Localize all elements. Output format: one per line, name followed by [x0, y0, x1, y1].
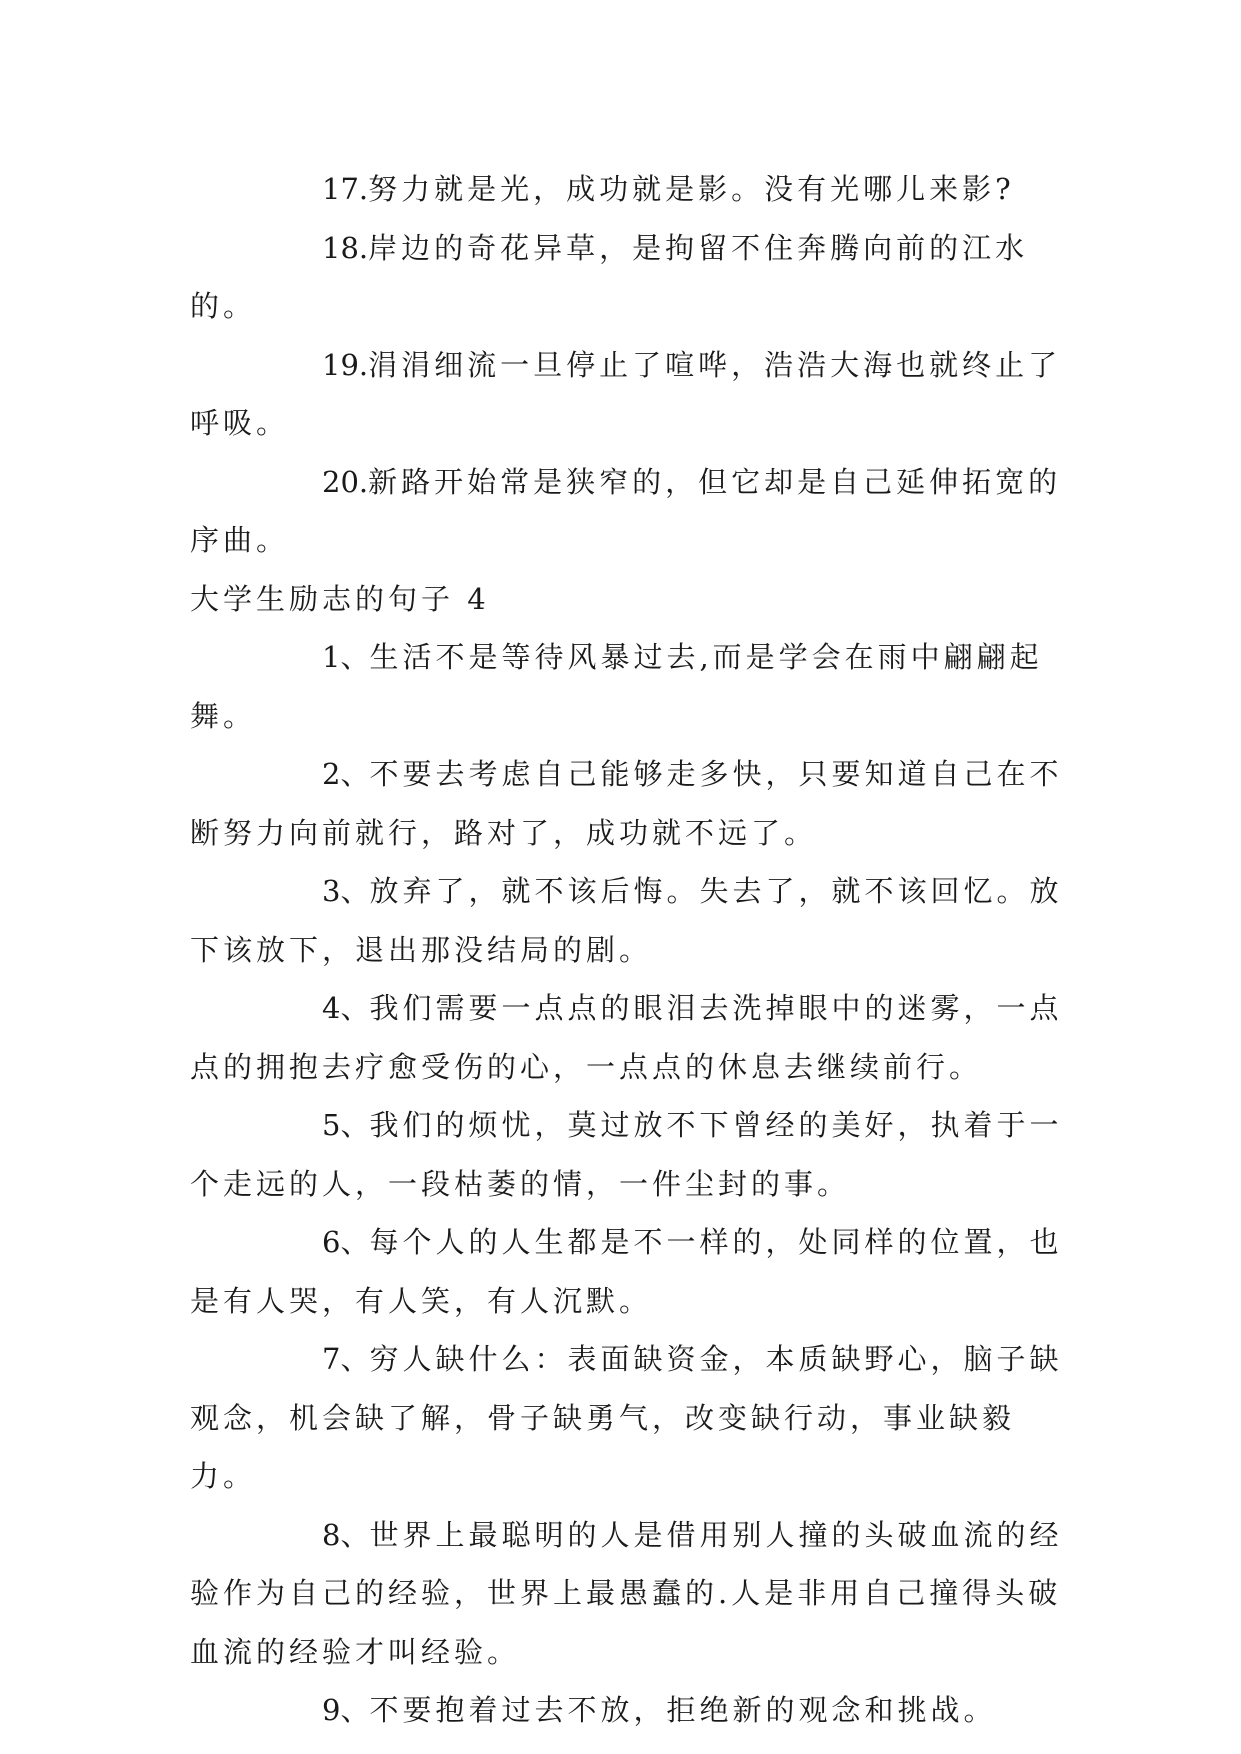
- item-number: 6、: [322, 1225, 370, 1259]
- item-number: 4、: [322, 991, 370, 1025]
- paragraph-17: [190, 160, 1070, 219]
- item-text: 穷人缺什么：表面缺资金，本质缺野心，脑子缺观念，机会缺了解，骨子缺勇气，改变缺行动，事业缺毅力。: [190, 1342, 1063, 1493]
- item-text: 不要抱着过去不放，拒绝新的观念和挑战。: [369, 1693, 997, 1727]
- item-text: 世界上最聪明的人是借用别人撞的头破血流的经验作为自己的经验，世界上最愚蠢的.人是非用自己撞得头破血流的经验才叫经验。: [190, 1517, 1063, 1669]
- item-number: 7、: [322, 1342, 370, 1376]
- item-number: 2、: [322, 757, 370, 791]
- item-text: 不要去考虑自己能够走多快，只要知道自己在不断努力向前就行，路对了，成功就不远了。: [190, 757, 1063, 850]
- item-number: 3、: [322, 874, 370, 908]
- paragraph-item-8: [190, 1506, 1070, 1682]
- item-text: 我们需要一点点的眼泪去洗掉眼中的迷雾，一点点的拥抱去疗愈受伤的心，一点点的休息去继续前行。: [190, 991, 1063, 1084]
- paragraph-item-9: [190, 1681, 1070, 1740]
- item-number: 18.: [322, 230, 369, 265]
- item-text: 涓涓细流一旦停止了喧哗，浩浩大海也就终止了呼吸。: [190, 347, 1062, 440]
- item-text: 生活不是等待风暴过去,而是学会在雨中翩翩起舞。: [190, 640, 1043, 733]
- document-body: [190, 160, 1070, 1740]
- item-number: 17.: [322, 172, 369, 206]
- item-number: 20.: [322, 464, 369, 499]
- item-number: 19.: [322, 347, 369, 382]
- paragraph-item-5: [190, 1096, 1070, 1213]
- paragraph-19: [190, 336, 1070, 453]
- paragraph-20: [190, 453, 1070, 570]
- item-text: 我们的烦忧，莫过放不下曾经的美好，执着于一个走远的人，一段枯萎的情，一件尘封的事。: [190, 1108, 1063, 1201]
- item-text: 放弃了，就不该后悔。失去了，就不该回忆。放下该放下，退出那没结局的剧。: [190, 874, 1063, 967]
- paragraph-item-4: [190, 979, 1070, 1096]
- paragraph-item-1: [190, 628, 1070, 745]
- item-number: 5、: [322, 1108, 370, 1142]
- item-number: 9、: [322, 1693, 370, 1727]
- paragraph-item-3: [190, 862, 1070, 979]
- item-number: 1、: [322, 640, 370, 674]
- paragraph-item-7: [190, 1330, 1070, 1506]
- item-text: 努力就是光，成功就是影。没有光哪儿来影?: [368, 172, 1015, 206]
- paragraph-18: [190, 219, 1070, 336]
- item-text: 岸边的奇花异草，是拘留不住奔腾向前的江水的。: [190, 230, 1029, 323]
- section-heading: 大学生励志的句子 4: [190, 581, 490, 616]
- item-number: 8、: [322, 1517, 370, 1552]
- paragraph-item-6: [190, 1213, 1070, 1330]
- paragraph-item-2: [190, 745, 1070, 862]
- item-text: 新路开始常是狭窄的，但它却是自己延伸拓宽的序曲。: [190, 464, 1062, 557]
- item-text: 每个人的人生都是不一样的，处同样的位置，也是有人哭，有人笑，有人沉默。: [190, 1225, 1063, 1318]
